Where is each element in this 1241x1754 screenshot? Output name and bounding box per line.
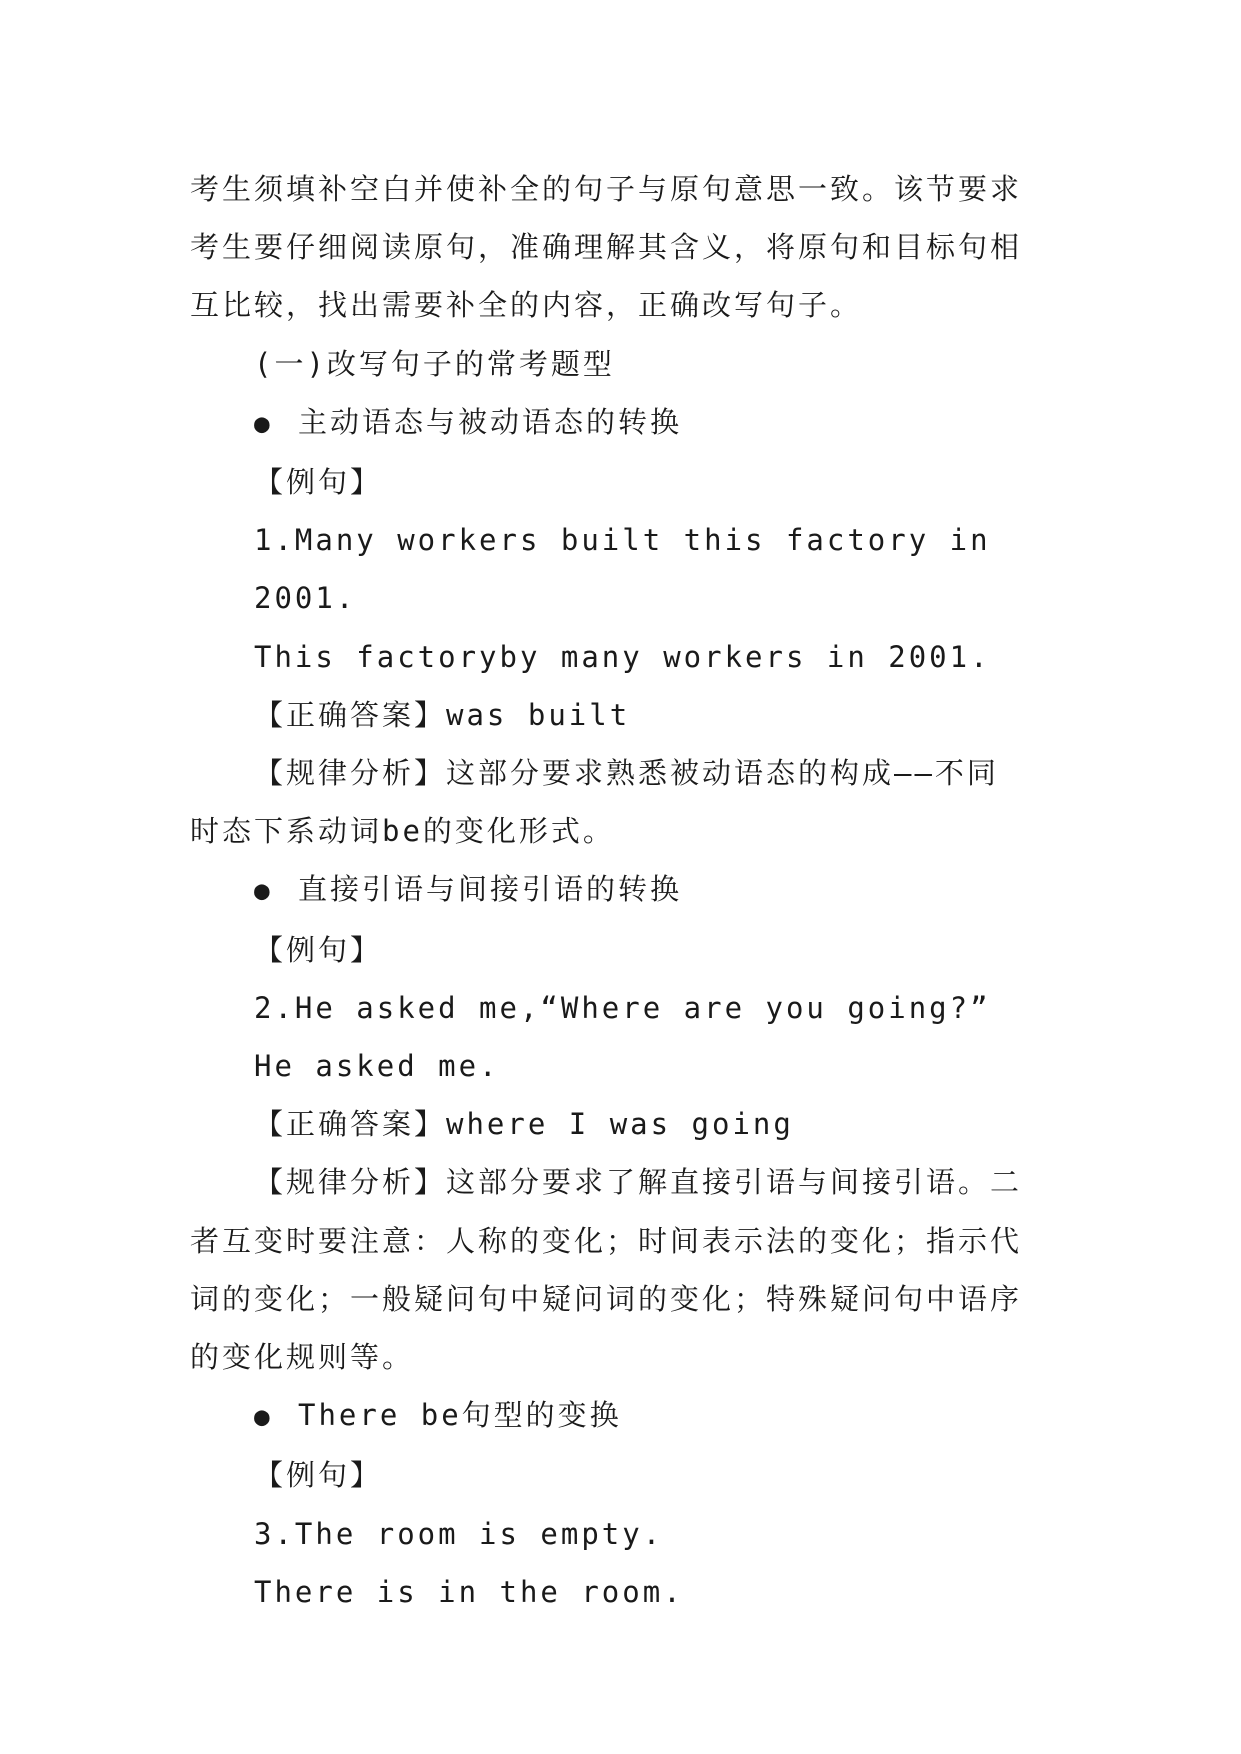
example-rewrite: He asked me. — [254, 1049, 500, 1084]
bullet-heading-speech — [190, 860, 1060, 920]
intro-line-2: 考生要仔细阅读原句，准确理解其含义，将原句和目标句相 — [190, 230, 1023, 265]
intro-line-3: 互比较，找出需要补全的内容，正确改写句子。 — [190, 288, 863, 323]
analysis-line-2: 者互变时要注意：人称的变化；时间表示法的变化；指示代 — [190, 1223, 1023, 1258]
answer-line — [190, 1095, 1060, 1153]
example-label: 【例句】 — [254, 932, 383, 967]
example-label: 【例句】 — [254, 465, 383, 500]
answer-label: 【正确答案】 — [254, 1107, 447, 1142]
bullet-title: 直接引语与间接引语的转换 — [298, 872, 683, 907]
bullet-heading-passive — [190, 393, 1060, 453]
bullet-icon: ● — [254, 876, 273, 907]
bullet-heading-there-be — [190, 1386, 1060, 1446]
bullet-icon: ● — [254, 1402, 273, 1433]
answer-label: 【正确答案】 — [254, 697, 447, 732]
intro-line-1: 考生须填补空白并使补全的句子与原句意思一致。该节要求 — [190, 172, 1023, 206]
document-page — [190, 160, 1060, 1621]
example-sentence: 1.Many workers built this factory in 2001. — [254, 523, 1012, 616]
analysis-line-2: 时态下系动词be的变化形式。 — [190, 814, 615, 849]
answer-text: was built — [446, 697, 631, 732]
bullet-title: 主动语态与被动语态的转换 — [298, 404, 683, 439]
analysis-line-3: 词的变化；一般疑问句中疑问词的变化；特殊疑问句中语序 — [190, 1281, 1023, 1316]
answer-line — [190, 686, 1060, 744]
analysis-line-4: 的变化规则等。 — [190, 1340, 415, 1375]
bullet-title: There be句型的变换 — [298, 1398, 622, 1433]
answer-text: where I was going — [446, 1107, 794, 1142]
example-rewrite: There is in the room. — [254, 1574, 684, 1609]
example-label: 【例句】 — [254, 1458, 383, 1493]
example-rewrite: This factoryby many workers in 2001. — [254, 639, 991, 674]
example-sentence: 3.The room is empty. — [254, 1516, 664, 1551]
bullet-icon: ● — [254, 408, 273, 439]
analysis-line-1: 【规律分析】这部分要求熟悉被动语态的构成——不同 — [254, 756, 999, 791]
analysis-line-1: 【规律分析】这部分要求了解直接引语与间接引语。二 — [254, 1165, 1023, 1200]
section-heading: (一)改写句子的常考题型 — [254, 346, 615, 381]
example-sentence: 2.He asked me,“Where are you going?” — [254, 990, 991, 1025]
